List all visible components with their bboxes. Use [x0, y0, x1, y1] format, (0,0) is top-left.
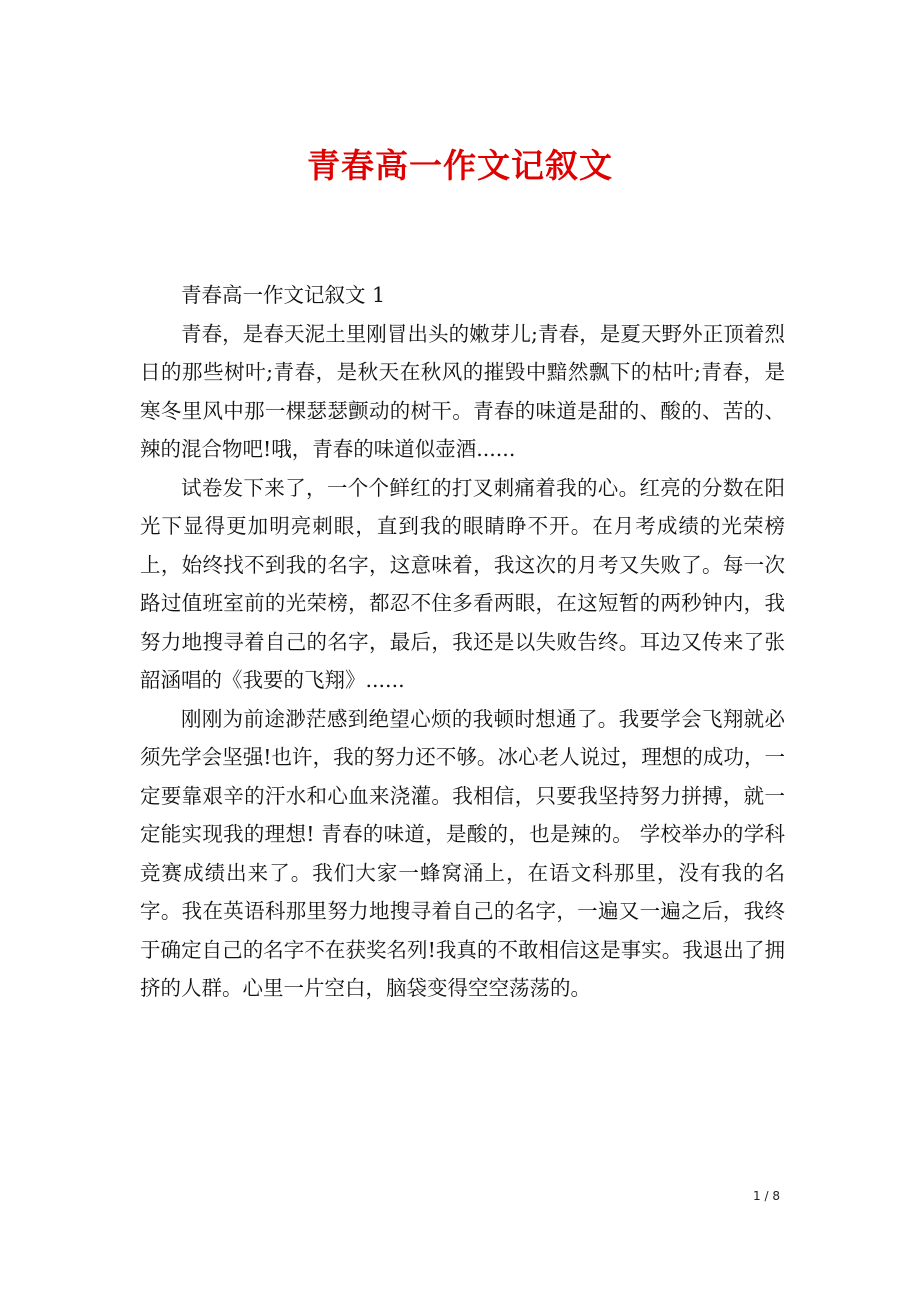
document-body: [140, 276, 785, 1008]
paragraph-2: 试卷发下来了，一个个鲜红的打叉刺痛着我的心。红亮的分数在阳光下显得更加明亮刺眼，直到我的眼睛睁不开。在月考成绩的光荣榜上，始终找不到我的名字，这意味着，我这次的月考又失败了。每一次路过值班室前的光荣榜，都忍不住多看两眼，在这短暂的两秒钟内，我努力地搜寻着自己的名字，最后，我还是以失败告终。耳边又传来了张韶涵唱的《我要的飞翔》......: [140, 475, 785, 692]
section-subtitle: 青春高一作文记叙文 1: [181, 283, 386, 307]
document-title: 青春高一作文记叙文: [307, 146, 613, 185]
page-number: 1 / 8: [753, 1189, 780, 1203]
paragraph-3: 刚刚为前途渺茫感到绝望心烦的我顿时想通了。我要学会飞翔就必须先学会坚强!也许，我的努力还不够。冰心老人说过，理想的成功，一定要靠艰辛的汗水和心血来浇灌。我相信，只要我坚持努力拼搏，就一定能实现我的理想! 青春的味道，是酸的，也是辣的。 学校举办的学科竞赛成绩出来了。我们大家一蜂窝涌上，在语文科那里，没有我的名字。我在英语科那里努力地搜寻着自己的名字，一遍又一遍之后，我终于确定自己的名字不在获奖名列!我真的不敢相信这是事实。我退出了拥挤的人群。心里一片空白，脑袋变得空空荡荡的。: [140, 706, 785, 1000]
paragraph-1: 青春，是春天泥土里刚冒出头的嫩芽儿;青春，是夏天野外正顶着烈日的那些树叶;青春，是秋天在秋风的摧毁中黯然飘下的枯叶;青春，是寒冬里风中那一棵瑟瑟颤动的树干。青春的味道是甜的、酸的、苦的、辣的混合物吧!哦，青春的味道似壶酒......: [140, 321, 785, 461]
